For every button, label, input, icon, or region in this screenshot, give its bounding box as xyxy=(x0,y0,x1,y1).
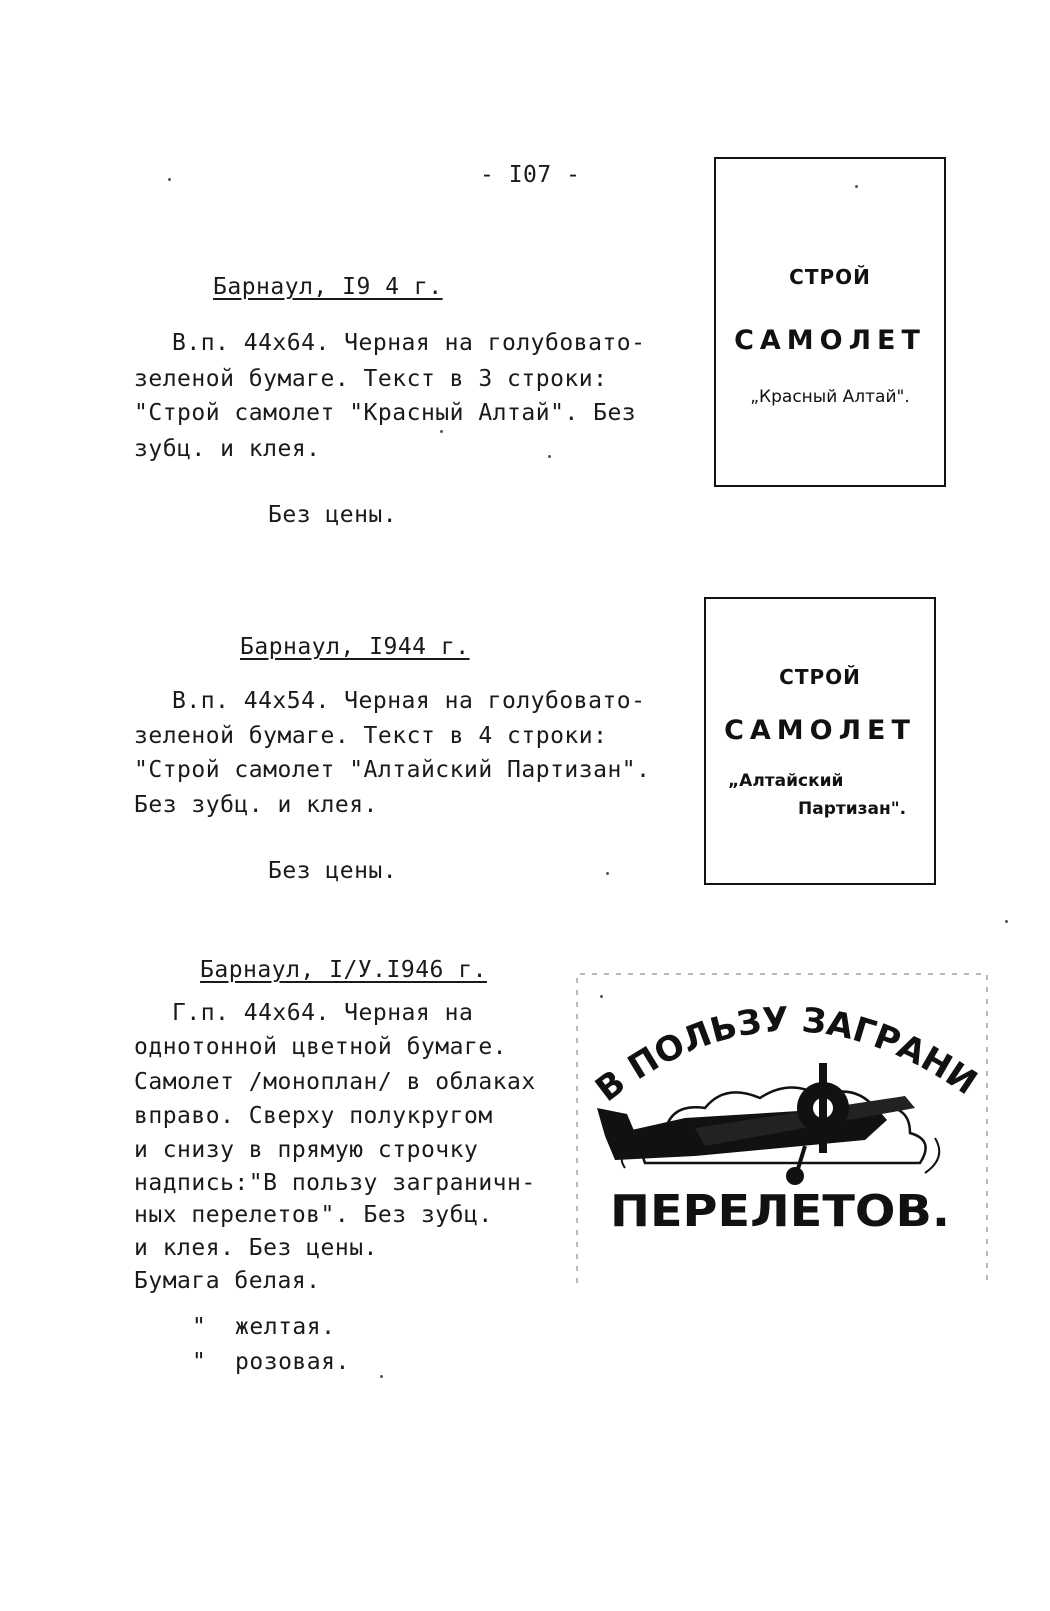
entry-2-line-4: Без зубц. и клея. xyxy=(134,792,378,818)
stamp-1-line-2: САМОЛЕТ xyxy=(734,325,926,356)
stamp-3-artwork xyxy=(575,968,993,1288)
speck xyxy=(548,455,551,458)
entry-2-line-2: зеленой бумаге. Текст в 4 строки: xyxy=(134,723,608,749)
page-number: - I07 - xyxy=(480,162,581,188)
speck xyxy=(380,1375,383,1378)
speck xyxy=(168,178,171,181)
speck xyxy=(600,995,603,998)
stamp-image-2 xyxy=(704,597,936,885)
stamp-3-bottom-text: ПЕРЕЛЕТОВ. xyxy=(610,1186,950,1237)
entry-2-line-3: "Строй самолет "Алтайский Партизан". xyxy=(134,757,651,783)
stamp-1-line-3: „Красный Алтай". xyxy=(750,387,910,407)
entry-1-line-1: В.п. 44х64. Черная на голубовато- xyxy=(172,330,646,356)
entry-1-line-2: зеленой бумаге. Текст в 3 строки: xyxy=(134,366,608,392)
stamp-3-top-text: В ПОЛЬЗУ ЗАГРАНИ xyxy=(588,999,985,1110)
stamp-image-3 xyxy=(575,968,993,1288)
entry-3-line-6: надпись:"В пользу заграничн- xyxy=(134,1170,536,1196)
entry-3-heading: Барнаул, I/У.I946 г. xyxy=(200,957,487,983)
entry-1-line-4: зубц. и клея. xyxy=(134,436,321,462)
entry-2-line-1: В.п. 44х54. Черная на голубовато- xyxy=(172,688,646,714)
entry-3-line-9: Бумага белая. xyxy=(134,1268,321,1294)
entry-3-line-1: Г.п. 44х64. Черная на xyxy=(172,1000,474,1026)
entry-3-line-7: ных перелетов". Без зубц. xyxy=(134,1202,493,1228)
entry-3-line-8: и клея. Без цены. xyxy=(134,1235,378,1261)
stamp-2-line-4: Партизан". xyxy=(798,799,907,819)
speck xyxy=(855,185,858,188)
entry-1-line-3: "Строй самолет "Красный Алтай". Без xyxy=(134,400,637,426)
speck xyxy=(1005,920,1008,923)
entry-3-line-5: и снизу в прямую строчку xyxy=(134,1137,479,1163)
stamp-2-line-2: САМОЛЕТ xyxy=(724,715,916,746)
entry-2-price: Без цены. xyxy=(268,858,398,884)
entry-1-heading: Барнаул, I9 4 г. xyxy=(213,274,443,300)
speck xyxy=(606,872,609,875)
stamp-2-line-1: СТРОЙ xyxy=(779,665,861,689)
speck xyxy=(440,430,443,433)
entry-3-line-2: однотонной цветной бумаге. xyxy=(134,1034,508,1060)
stamp-1-line-1: СТРОЙ xyxy=(789,265,871,289)
entry-2-heading: Барнаул, I944 г. xyxy=(240,634,470,660)
stamp-2-line-3: „Алтайский xyxy=(728,771,844,791)
entry-3-line-4: вправо. Сверху полукругом xyxy=(134,1103,493,1129)
entry-1-price: Без цены. xyxy=(268,502,398,528)
stamp-image-1 xyxy=(714,157,946,487)
entry-3-variant-1: " желтая. xyxy=(192,1314,336,1340)
entry-3-variant-2: " розовая. xyxy=(192,1349,350,1375)
entry-3-line-3: Самолет /моноплан/ в облаках xyxy=(134,1069,536,1095)
